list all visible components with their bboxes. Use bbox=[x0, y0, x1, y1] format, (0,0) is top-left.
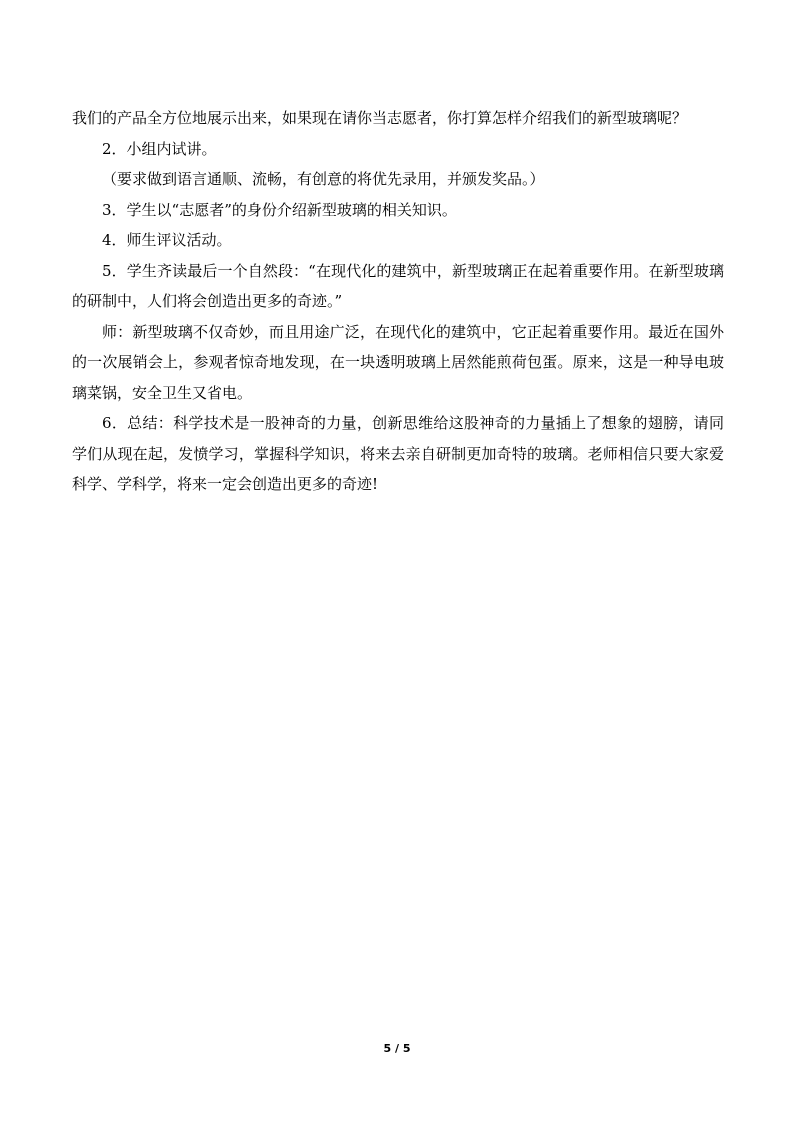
paragraph-step-3: 3．学生以“志愿者”的身份介绍新型玻璃的相关知识。 bbox=[102, 200, 457, 219]
paragraph-teacher-remark: 师：新型玻璃不仅奇妙，而且用途广泛，在现代化的建筑中，它正起着重要作用。最近在国外的一次展销会上，参观者惊奇地发现，在一块透明玻璃上居然能煎荷包蛋。原来，这是一种导电玻璃菜锅，安全卫生又省电。 bbox=[72, 322, 724, 402]
paragraph-requirement-note: （要求做到语言通顺、流畅，有创意的将优先录用，并颁发奖品。） bbox=[102, 170, 545, 188]
document-body bbox=[72, 103, 724, 500]
paragraph-step-2: 2．小组内试讲。 bbox=[102, 139, 217, 158]
paragraph-step-5: 5．学生齐读最后一个自然段：“在现代化的建筑中，新型玻璃正在起着重要作用。在新型玻璃的研制中，人们将会创造出更多的奇迹。” bbox=[72, 261, 724, 310]
page-number: 5 / 5 bbox=[383, 1042, 411, 1055]
paragraph-intro-continuation: 我们的产品全方位地展示出来，如果现在请你当志愿者，你打算怎样介绍我们的新型玻璃呢？ bbox=[72, 109, 688, 127]
paragraph-step-4: 4．师生评议活动。 bbox=[102, 231, 232, 249]
paragraph-step-6-summary: 6．总结：科学技术是一股神奇的力量，创新思维给这股神奇的力量插上了想象的翅膀，请同学们从现在起，发愤学习，掌握科学知识，将来去亲自研制更加奇特的玻璃。老师相信只要大家爱科学、学科学，将来一定会创造出更多的奇迹! bbox=[72, 414, 724, 493]
